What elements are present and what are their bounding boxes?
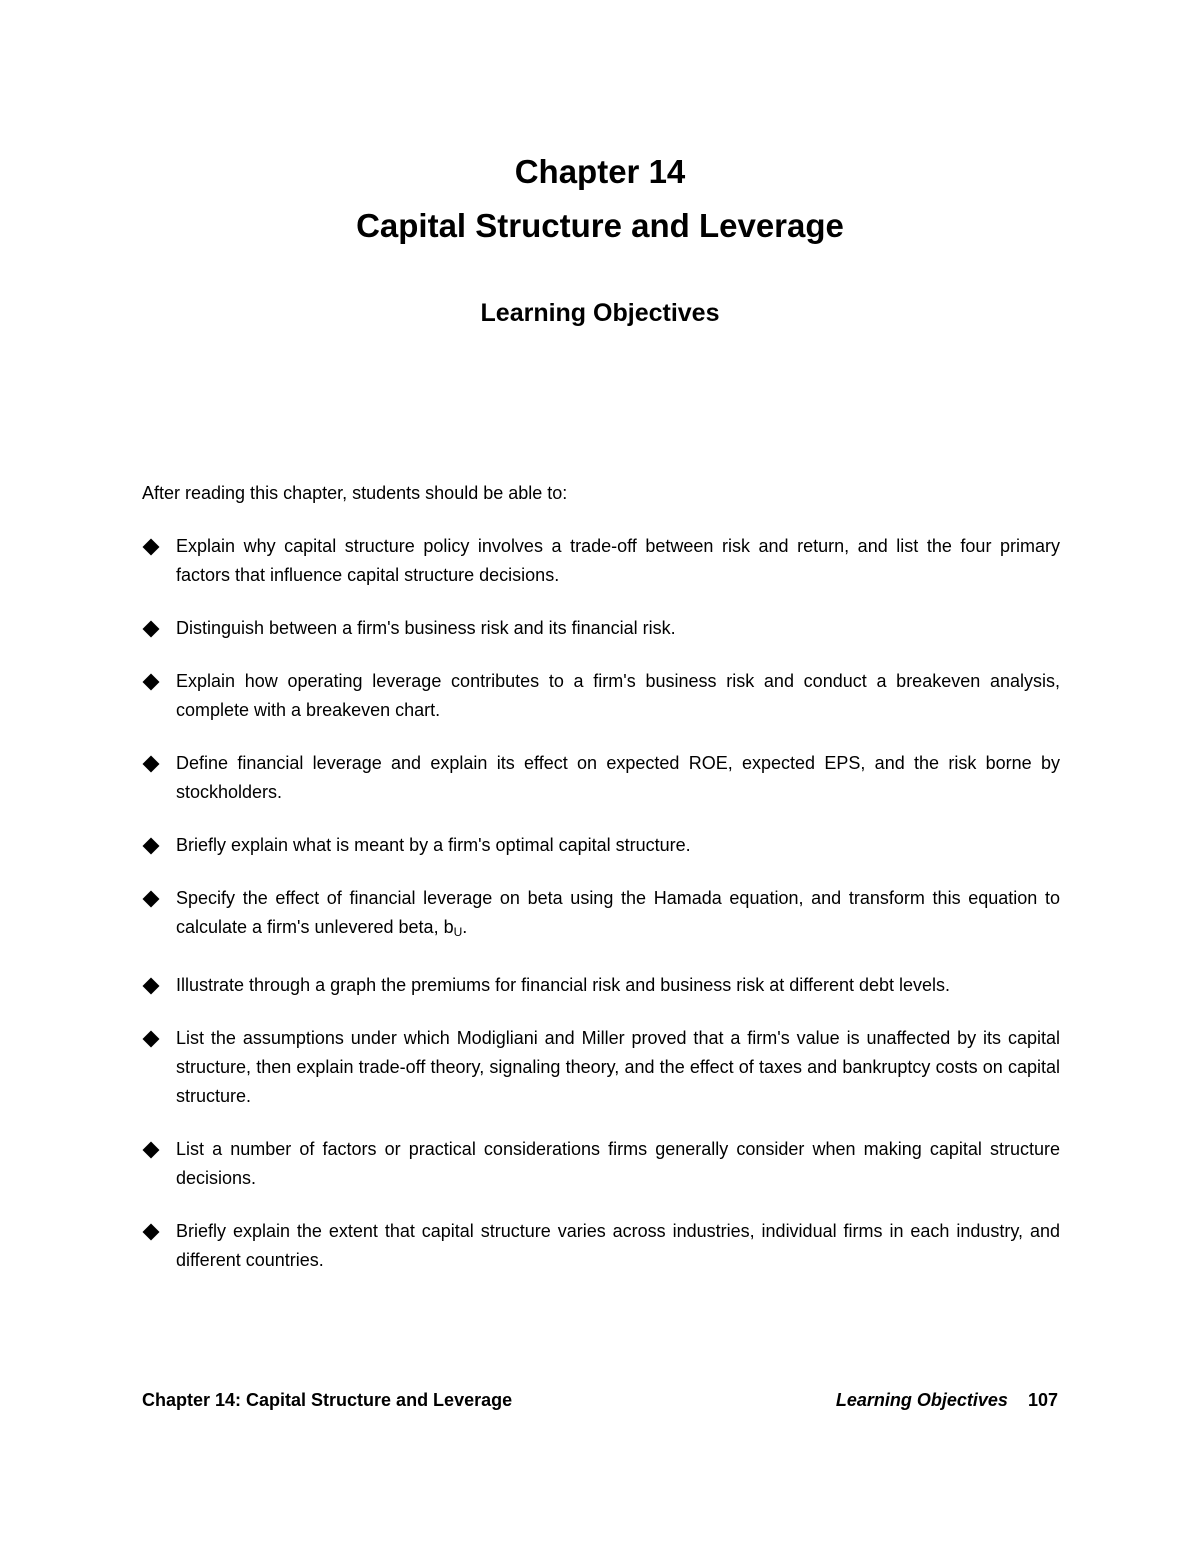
objective-item	[142, 831, 1060, 860]
section-title: Learning Objectives	[480, 299, 720, 327]
objective-text: Explain why capital structure policy involves a trade-off between risk and return, and list the four primary factors that influence capital structure decisions.	[176, 536, 1060, 585]
objective-item	[142, 971, 1060, 1000]
objective-item	[142, 532, 1060, 590]
objective-item	[142, 749, 1060, 807]
unlevered-beta-subscript: U	[453, 925, 463, 939]
objective-text-end: .	[462, 917, 468, 937]
footer-right	[836, 1387, 1058, 1413]
diamond-bullet-icon	[142, 1141, 160, 1159]
objective-text: List a number of factors or practical considerations firms generally consider when making capital structure decisions.	[176, 1139, 1060, 1188]
objective-text	[176, 888, 1060, 937]
diamond-bullet-icon	[142, 837, 160, 855]
objectives-list	[142, 532, 1060, 1299]
diamond-bullet-icon	[142, 1030, 160, 1048]
objective-text: Briefly explain the extent that capital structure varies across industries, individual firms in each industry, and different countries.	[176, 1221, 1060, 1270]
objective-item	[142, 1135, 1060, 1193]
footer-chapter-title: Chapter 14: Capital Structure and Leverage	[142, 1390, 513, 1410]
objective-item	[142, 884, 1060, 947]
diamond-bullet-icon	[142, 890, 160, 908]
diamond-bullet-icon	[142, 755, 160, 773]
objective-text-main: Specify the effect of financial leverage on beta using the Hamada equation, and transform this equation to calculate a firm's unlevered beta, b	[176, 888, 1060, 937]
objective-text: Distinguish between a firm's business risk and its financial risk.	[176, 618, 676, 638]
diamond-bullet-icon	[142, 673, 160, 691]
intro-text: After reading this chapter, students should be able to:	[142, 483, 568, 503]
objective-text: Illustrate through a graph the premiums for financial risk and business risk at different debt levels.	[176, 975, 951, 995]
chapter-title: Capital Structure and Leverage	[356, 207, 844, 244]
objective-text: Explain how operating leverage contributes to a firm's business risk and conduct a breakeven analysis, complete with a breakeven chart.	[176, 671, 1060, 720]
diamond-bullet-icon	[142, 620, 160, 638]
diamond-bullet-icon	[142, 538, 160, 556]
diamond-bullet-icon	[142, 1223, 160, 1241]
objective-item	[142, 667, 1060, 725]
objective-text: Define financial leverage and explain its effect on expected ROE, expected EPS, and the risk borne by stockholders.	[176, 753, 1060, 802]
objective-text: Briefly explain what is meant by a firm's optimal capital structure.	[176, 835, 691, 855]
page-number: 107	[1027, 1390, 1058, 1410]
diamond-bullet-icon	[142, 977, 160, 995]
objective-item	[142, 1217, 1060, 1275]
chapter-number: Chapter 14	[514, 153, 686, 190]
objective-item	[142, 614, 1060, 643]
objective-item	[142, 1024, 1060, 1111]
objective-text: List the assumptions under which Modigliani and Miller proved that a firm's value is unaffected by its capital structure, then explain trade-off theory, signaling theory, and the effect of taxes and bankruptcy costs on capital structure.	[176, 1028, 1060, 1106]
footer-section-title: Learning Objectives	[835, 1390, 1008, 1410]
